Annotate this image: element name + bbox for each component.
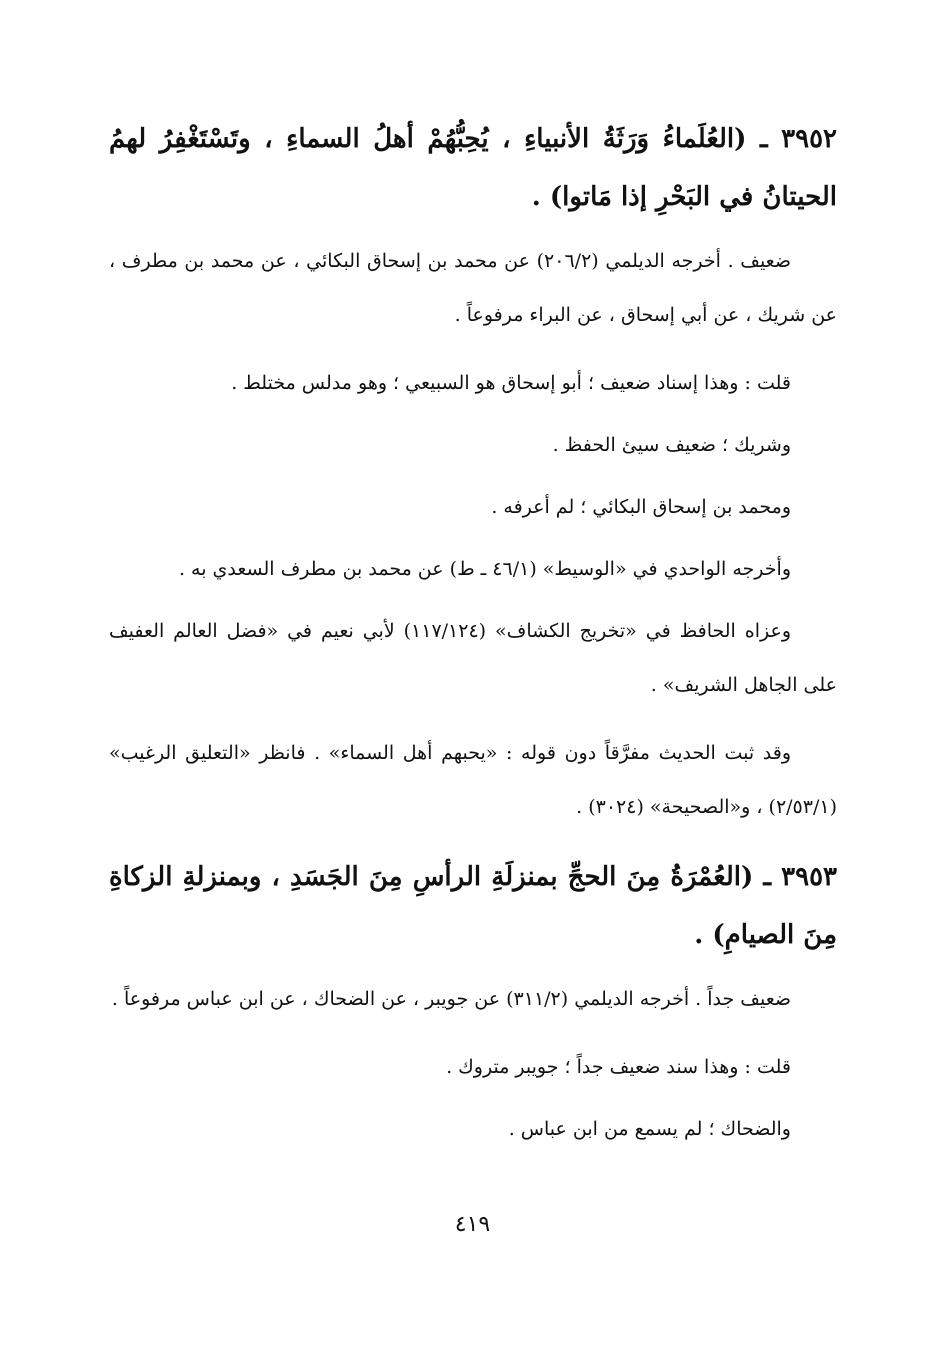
page-body xyxy=(109,110,837,1164)
commentary-paragraph: وأخرجه الواحدي في «الوسيط» (٤٦/١ ـ ط) عن محمد بن مطرف السعدي به . xyxy=(178,558,791,580)
commentary-paragraph: والضحاك ؛ لم يسمع من ابن عباس . xyxy=(508,1118,791,1140)
page-number: ٤١٩ xyxy=(454,1212,491,1237)
commentary-paragraph: قلت : وهذا سند ضعيف جداً ؛ جويبر متروك . xyxy=(446,1056,791,1078)
commentary-paragraph: وعزاه الحافظ في «تخريج الكشاف» (١١٧/١٢٤) لأبي نعيم في «فضل العالم العفيف على الجاهل الشريف» . xyxy=(109,620,837,696)
takhrij-paragraph: ضعيف . أخرجه الديلمي (٢٠٦/٢) عن محمد بن إسحاق البكائي ، عن محمد بن مطرف ، عن شريك ، عن أبي إسحاق ، عن البراء مرفوعاً . xyxy=(109,250,837,326)
commentary-paragraph: قلت : وهذا إسناد ضعيف ؛ أبو إسحاق هو السبيعي ؛ وهو مدلس مختلط . xyxy=(231,372,791,394)
hadith-heading-3952: ٣٩٥٢ ـ (العُلَماءُ وَرَثَةُ الأنبياءِ ، يُحِبُّهُمْ أهلُ السماءِ ، وتَسْتَغْفِرُ لهمُ الحيتانُ في البَحْرِ إذا مَاتوا) . xyxy=(109,124,837,212)
takhrij-paragraph: ضعيف جداً . أخرجه الديلمي (٣١١/٢) عن جويبر ، عن الضحاك ، عن ابن عباس مرفوعاً . xyxy=(111,988,791,1010)
commentary-paragraph: وشريك ؛ ضعيف سيئ الحفظ . xyxy=(552,434,791,456)
commentary-paragraph: وقد ثبت الحديث مفرَّقاً دون قوله : «يحبهم أهل السماء» . فانظر «التعليق الرغيب» (٢/٥٣/١) ، و«الصحيحة» (٣٠٢٤) . xyxy=(109,742,837,818)
hadith-heading-3953: ٣٩٥٣ ـ (العُمْرَةُ مِنَ الحجِّ بمنزلَةِ الرأسِ مِنَ الجَسَدِ ، وبمنزلةِ الزكاةِ مِنَ الصيامِ) . xyxy=(109,862,837,950)
commentary-paragraph: ومحمد بن إسحاق البكائي ؛ لم أعرفه . xyxy=(491,496,791,518)
